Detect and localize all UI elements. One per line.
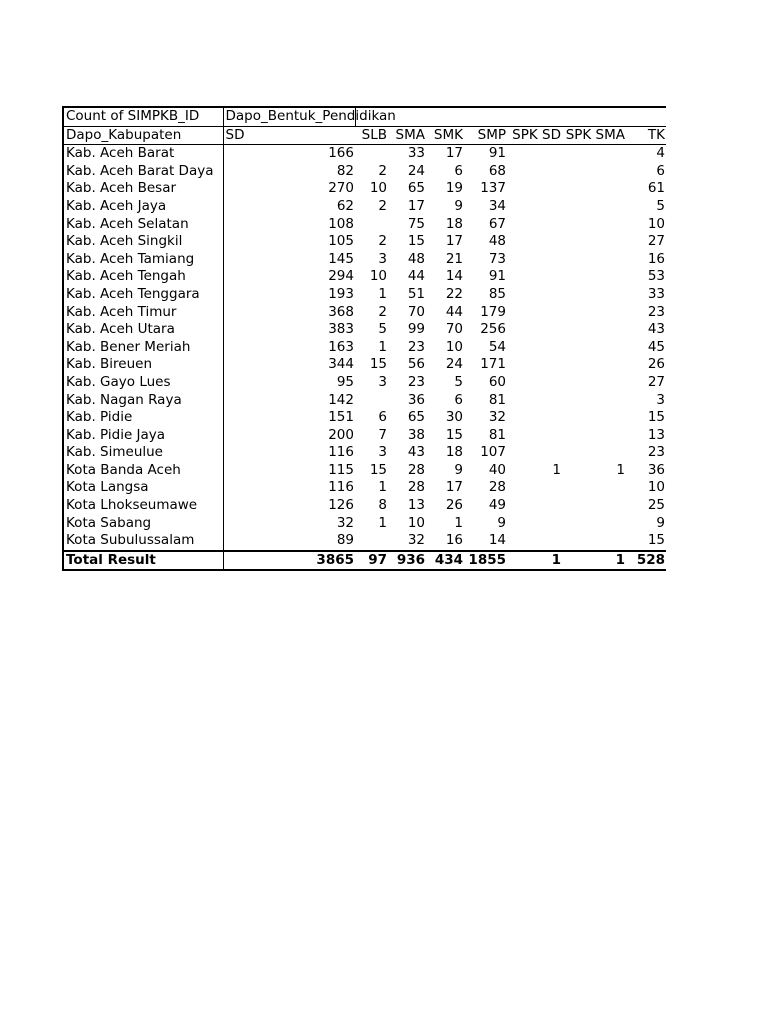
data-cell[interactable]: 107: [480, 444, 506, 461]
data-cell[interactable]: [562, 321, 626, 339]
pivot-body: [63, 107, 666, 570]
data-cell[interactable]: [507, 180, 562, 198]
data-cell[interactable]: 15: [407, 233, 425, 250]
data-cell[interactable]: 1: [552, 461, 561, 478]
data-cell[interactable]: 32: [336, 514, 354, 531]
data-cell[interactable]: 27: [647, 233, 665, 250]
data-cell[interactable]: 99: [407, 321, 425, 338]
data-cell[interactable]: 8: [378, 497, 387, 514]
table-row: [63, 444, 666, 462]
data-cell[interactable]: [507, 216, 562, 234]
data-cell[interactable]: [507, 145, 562, 163]
data-cell[interactable]: 126: [328, 497, 354, 514]
column-header[interactable]: SPK SD: [507, 126, 562, 145]
data-cell[interactable]: 65: [407, 180, 425, 197]
title-filler: [626, 107, 666, 126]
data-cell[interactable]: 294: [328, 268, 354, 285]
total-label[interactable]: Total Result: [63, 551, 223, 571]
data-cell[interactable]: 36: [647, 461, 665, 478]
data-cell[interactable]: 116: [328, 444, 354, 461]
table-row: [63, 356, 666, 374]
data-cell[interactable]: 1: [378, 285, 387, 302]
table-row: [63, 374, 666, 392]
row-label[interactable]: Kab. Aceh Tenggara: [63, 286, 223, 304]
data-cell[interactable]: 16: [445, 532, 463, 549]
data-cell[interactable]: 49: [488, 497, 506, 514]
data-cell[interactable]: [507, 409, 562, 427]
data-cell[interactable]: [507, 497, 562, 515]
data-cell[interactable]: 38: [407, 426, 425, 443]
data-cell[interactable]: 6: [454, 162, 463, 179]
data-cell[interactable]: 137: [480, 180, 506, 197]
title-filler: [562, 107, 626, 126]
data-cell[interactable]: 26: [647, 356, 665, 373]
data-cell[interactable]: 3: [378, 250, 387, 267]
data-cell[interactable]: 53: [647, 268, 665, 285]
data-cell[interactable]: 200: [328, 426, 354, 443]
table-row: [63, 497, 666, 515]
total-cell[interactable]: 936: [388, 551, 426, 571]
data-cell[interactable]: 14: [488, 532, 506, 549]
data-cell[interactable]: 108: [328, 215, 354, 232]
table-row: [63, 339, 666, 357]
data-cell[interactable]: [562, 339, 626, 357]
column-header[interactable]: TK: [626, 126, 666, 145]
column-header[interactable]: SD: [223, 126, 355, 145]
data-cell[interactable]: 18: [445, 215, 463, 232]
total-cell[interactable]: 1: [507, 551, 562, 571]
row-label[interactable]: Kab. Aceh Tengah: [63, 268, 223, 286]
data-cell[interactable]: 81: [488, 426, 506, 443]
table-row: [63, 286, 666, 304]
row-label[interactable]: Kab. Aceh Barat Daya: [63, 163, 223, 181]
data-cell[interactable]: 166: [328, 145, 354, 162]
data-cell[interactable]: 19: [445, 180, 463, 197]
data-cell[interactable]: [507, 515, 562, 533]
row-label[interactable]: Kab. Aceh Barat: [63, 145, 223, 163]
data-cell[interactable]: [562, 286, 626, 304]
data-cell[interactable]: 2: [378, 303, 387, 320]
data-cell[interactable]: 15: [445, 426, 463, 443]
data-cell[interactable]: 18: [445, 444, 463, 461]
data-cell[interactable]: 33: [647, 285, 665, 302]
data-cell[interactable]: [507, 251, 562, 269]
data-cell[interactable]: [507, 321, 562, 339]
data-cell[interactable]: 54: [488, 338, 506, 355]
data-cell[interactable]: 368: [328, 303, 354, 320]
data-cell[interactable]: 145: [328, 250, 354, 267]
data-cell[interactable]: 65: [407, 409, 425, 426]
row-label[interactable]: Kab. Pidie: [63, 409, 223, 427]
data-cell[interactable]: [507, 198, 562, 216]
column-field-label[interactable]: Dapo_Bentuk_Pendidikan: [223, 107, 355, 126]
data-cell[interactable]: 23: [407, 338, 425, 355]
total-cell[interactable]: 3865: [223, 551, 355, 571]
data-cell[interactable]: 6: [378, 409, 387, 426]
data-cell[interactable]: 36: [407, 391, 425, 408]
data-cell[interactable]: 51: [407, 285, 425, 302]
table-row: [63, 180, 666, 198]
data-cell[interactable]: 9: [454, 461, 463, 478]
data-cell[interactable]: 95: [336, 373, 354, 390]
data-cell[interactable]: 10: [445, 338, 463, 355]
data-cell[interactable]: 1: [616, 461, 625, 478]
data-cell[interactable]: 43: [647, 321, 665, 338]
data-cell[interactable]: 14: [445, 268, 463, 285]
data-cell[interactable]: [562, 409, 626, 427]
column-header[interactable]: SMA: [388, 126, 426, 145]
row-label[interactable]: Kab. Aceh Besar: [63, 180, 223, 198]
table-row: [63, 251, 666, 269]
data-cell[interactable]: 26: [445, 497, 463, 514]
row-label[interactable]: Kab. Aceh Tamiang: [63, 251, 223, 269]
data-cell[interactable]: 43: [407, 444, 425, 461]
data-cell[interactable]: 62: [336, 197, 354, 214]
data-cell[interactable]: 68: [488, 162, 506, 179]
table-row: [63, 304, 666, 322]
data-cell[interactable]: 82: [336, 162, 354, 179]
data-cell[interactable]: 24: [407, 162, 425, 179]
data-cell[interactable]: [562, 532, 626, 551]
column-header[interactable]: SLB: [355, 126, 388, 145]
data-cell[interactable]: 17: [407, 197, 425, 214]
table-row: [63, 427, 666, 445]
data-cell[interactable]: 6: [454, 391, 463, 408]
title-filler: [426, 107, 464, 126]
data-cell[interactable]: [562, 251, 626, 269]
row-label[interactable]: Kota Langsa: [63, 479, 223, 497]
row-label[interactable]: Kab. Bener Meriah: [63, 339, 223, 357]
data-cell[interactable]: 2: [378, 162, 387, 179]
data-cell[interactable]: 27: [647, 373, 665, 390]
data-cell[interactable]: 10: [407, 514, 425, 531]
row-label[interactable]: Kota Banda Aceh: [63, 462, 223, 480]
data-cell[interactable]: 89: [336, 532, 354, 549]
data-cell[interactable]: [507, 233, 562, 251]
table-row: [63, 163, 666, 181]
data-cell[interactable]: [355, 392, 388, 410]
data-cell[interactable]: 45: [647, 338, 665, 355]
data-cell[interactable]: 48: [407, 250, 425, 267]
data-cell[interactable]: 17: [445, 145, 463, 162]
data-cell[interactable]: [562, 374, 626, 392]
title-filler: [507, 107, 562, 126]
row-label[interactable]: Kab. Simeulue: [63, 444, 223, 462]
data-cell[interactable]: 75: [407, 215, 425, 232]
data-cell[interactable]: 171: [480, 356, 506, 373]
data-cell[interactable]: 56: [407, 356, 425, 373]
data-cell[interactable]: 193: [328, 285, 354, 302]
data-cell[interactable]: 15: [369, 356, 387, 373]
data-cell[interactable]: 116: [328, 479, 354, 496]
row-label[interactable]: Kab. Pidie Jaya: [63, 427, 223, 445]
data-cell[interactable]: [562, 216, 626, 234]
data-cell[interactable]: 7: [378, 426, 387, 443]
data-cell[interactable]: [507, 163, 562, 181]
row-label[interactable]: Kota Sabang: [63, 515, 223, 533]
table-row: [63, 409, 666, 427]
data-cell[interactable]: [562, 198, 626, 216]
data-cell[interactable]: 2: [378, 197, 387, 214]
data-cell[interactable]: 23: [647, 303, 665, 320]
data-cell[interactable]: 32: [407, 532, 425, 549]
row-label[interactable]: Kota Lhokseumawe: [63, 497, 223, 515]
data-cell[interactable]: 32: [488, 409, 506, 426]
data-cell[interactable]: 22: [445, 285, 463, 302]
data-cell[interactable]: [507, 479, 562, 497]
data-cell[interactable]: 1: [378, 479, 387, 496]
data-cell[interactable]: 6: [656, 162, 665, 179]
data-cell[interactable]: 142: [328, 391, 354, 408]
total-cell[interactable]: 97: [355, 551, 388, 571]
title-filler: [464, 107, 507, 126]
table-row: [63, 233, 666, 251]
table-row: [63, 321, 666, 339]
row-label[interactable]: Kab. Bireuen: [63, 356, 223, 374]
data-cell[interactable]: 15: [647, 532, 665, 549]
data-cell[interactable]: [507, 304, 562, 322]
row-label[interactable]: Kab. Nagan Raya: [63, 392, 223, 410]
total-cell[interactable]: 1855: [464, 551, 507, 571]
data-cell[interactable]: 163: [328, 338, 354, 355]
data-cell[interactable]: [507, 444, 562, 462]
data-cell[interactable]: [355, 216, 388, 234]
data-cell[interactable]: 34: [488, 197, 506, 214]
data-cell[interactable]: 70: [407, 303, 425, 320]
data-cell[interactable]: 24: [445, 356, 463, 373]
data-cell[interactable]: 13: [647, 426, 665, 443]
data-cell[interactable]: 3: [656, 391, 665, 408]
data-cell[interactable]: [562, 356, 626, 374]
data-cell[interactable]: 3: [378, 444, 387, 461]
data-cell[interactable]: 9: [656, 514, 665, 531]
data-cell[interactable]: 344: [328, 356, 354, 373]
data-cell[interactable]: 21: [445, 250, 463, 267]
data-cell[interactable]: 179: [480, 303, 506, 320]
data-cell[interactable]: 10: [369, 180, 387, 197]
column-header[interactable]: SMK: [426, 126, 464, 145]
data-cell[interactable]: 5: [656, 197, 665, 214]
data-cell[interactable]: 5: [378, 321, 387, 338]
data-cell[interactable]: 16: [647, 250, 665, 267]
data-cell[interactable]: 91: [488, 268, 506, 285]
data-cell[interactable]: 1: [378, 338, 387, 355]
data-cell[interactable]: 23: [407, 373, 425, 390]
data-cell[interactable]: 70: [445, 321, 463, 338]
data-cell[interactable]: 15: [647, 409, 665, 426]
data-cell[interactable]: 67: [488, 215, 506, 232]
table-row: [63, 145, 666, 163]
data-cell[interactable]: 25: [647, 497, 665, 514]
table-row: [63, 268, 666, 286]
table-row: [63, 198, 666, 216]
table-row: [63, 479, 666, 497]
data-cell[interactable]: [355, 145, 388, 163]
data-cell[interactable]: 91: [488, 145, 506, 162]
row-label[interactable]: Kab. Aceh Timur: [63, 304, 223, 322]
data-cell[interactable]: [507, 374, 562, 392]
row-field-label[interactable]: Dapo_Kabupaten: [63, 126, 223, 145]
column-header[interactable]: SPK SMA: [562, 126, 626, 145]
data-cell[interactable]: 23: [647, 444, 665, 461]
data-cell[interactable]: [562, 427, 626, 445]
data-cell[interactable]: 28: [407, 461, 425, 478]
data-cell[interactable]: [562, 145, 626, 163]
data-cell[interactable]: 81: [488, 391, 506, 408]
pivot-title-row: [63, 107, 666, 126]
row-label[interactable]: Kota Subulussalam: [63, 532, 223, 551]
data-cell[interactable]: [562, 163, 626, 181]
data-cell[interactable]: 10: [647, 215, 665, 232]
data-cell[interactable]: 73: [488, 250, 506, 267]
data-cell[interactable]: [562, 233, 626, 251]
total-row: [63, 551, 666, 571]
total-cell[interactable]: 528: [626, 551, 666, 571]
table-row: [63, 532, 666, 551]
data-cell[interactable]: [507, 532, 562, 551]
data-cell[interactable]: 5: [454, 373, 463, 390]
table-row: [63, 216, 666, 234]
data-cell[interactable]: 40: [488, 461, 506, 478]
data-cell[interactable]: 17: [445, 233, 463, 250]
data-cell[interactable]: 3: [378, 373, 387, 390]
data-cell[interactable]: [562, 515, 626, 533]
data-cell[interactable]: [355, 532, 388, 551]
data-cell[interactable]: 85: [488, 285, 506, 302]
data-cell[interactable]: [507, 356, 562, 374]
data-cell[interactable]: 60: [488, 373, 506, 390]
pivot-table: [62, 106, 666, 571]
data-cell[interactable]: 33: [407, 145, 425, 162]
column-header[interactable]: SMP: [464, 126, 507, 145]
row-label[interactable]: Kab. Aceh Jaya: [63, 198, 223, 216]
data-cell[interactable]: 10: [369, 268, 387, 285]
data-cell[interactable]: 44: [445, 303, 463, 320]
data-cell[interactable]: [562, 180, 626, 198]
data-cell[interactable]: 256: [480, 321, 506, 338]
data-cell[interactable]: 61: [647, 180, 665, 197]
row-label[interactable]: Kab. Gayo Lues: [63, 374, 223, 392]
data-cell[interactable]: [507, 268, 562, 286]
total-cell[interactable]: 1: [562, 551, 626, 571]
data-cell[interactable]: [562, 392, 626, 410]
data-cell[interactable]: 15: [369, 461, 387, 478]
data-cell[interactable]: 10: [647, 479, 665, 496]
data-cell[interactable]: [562, 479, 626, 497]
data-cell[interactable]: 270: [328, 180, 354, 197]
data-cell[interactable]: 4: [656, 145, 665, 162]
data-cell[interactable]: 115: [328, 461, 354, 478]
data-cell[interactable]: [507, 427, 562, 445]
data-cell[interactable]: 13: [407, 497, 425, 514]
total-cell[interactable]: 434: [426, 551, 464, 571]
column-header-row: [63, 126, 666, 145]
data-cell[interactable]: 105: [328, 233, 354, 250]
row-label[interactable]: Kab. Aceh Selatan: [63, 216, 223, 234]
data-cell[interactable]: [562, 444, 626, 462]
table-row: [63, 515, 666, 533]
data-cell[interactable]: 2: [378, 233, 387, 250]
data-cell[interactable]: [562, 268, 626, 286]
data-cell[interactable]: [562, 497, 626, 515]
data-cell[interactable]: 383: [328, 321, 354, 338]
data-cell[interactable]: [507, 286, 562, 304]
data-cell[interactable]: 1: [454, 514, 463, 531]
table-row: [63, 392, 666, 410]
data-cell[interactable]: 17: [445, 479, 463, 496]
data-field-label[interactable]: Count of SIMPKB_ID: [63, 107, 223, 126]
data-cell[interactable]: 28: [407, 479, 425, 496]
data-cell[interactable]: [562, 304, 626, 322]
data-cell[interactable]: 151: [328, 409, 354, 426]
data-cell[interactable]: 30: [445, 409, 463, 426]
table-row: [63, 462, 666, 480]
row-label[interactable]: Kab. Aceh Utara: [63, 321, 223, 339]
row-label[interactable]: Kab. Aceh Singkil: [63, 233, 223, 251]
data-cell[interactable]: 48: [488, 233, 506, 250]
data-cell[interactable]: 9: [497, 514, 506, 531]
data-cell[interactable]: [507, 392, 562, 410]
data-cell[interactable]: 28: [488, 479, 506, 496]
data-cell[interactable]: 1: [378, 514, 387, 531]
data-cell[interactable]: 9: [454, 197, 463, 214]
data-cell[interactable]: [507, 339, 562, 357]
data-cell[interactable]: 44: [407, 268, 425, 285]
